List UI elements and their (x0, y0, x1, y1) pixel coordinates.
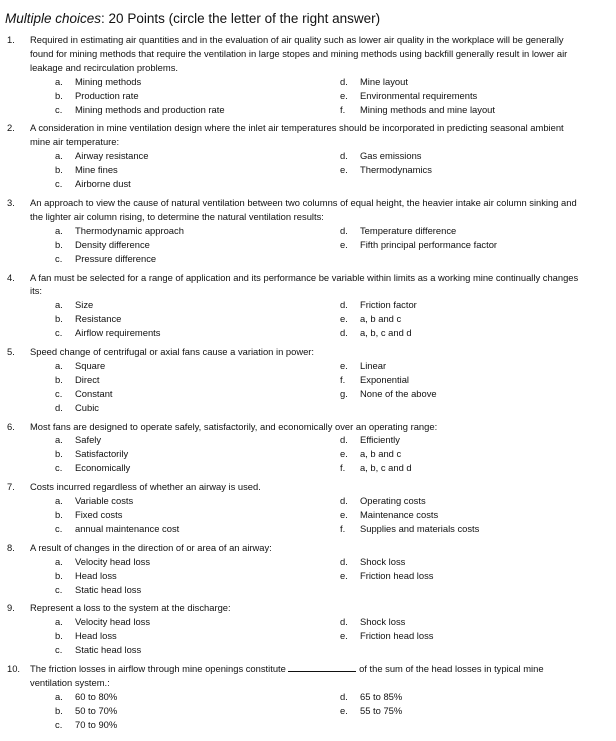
answer-option[interactable] (55, 103, 340, 117)
option-text: Efficiently (360, 434, 400, 446)
answer-options (55, 224, 606, 266)
answer-option[interactable] (340, 447, 590, 461)
answer-option[interactable] (55, 643, 340, 657)
answer-option (340, 718, 590, 732)
answer-option (340, 177, 590, 191)
option-letter: b. (55, 238, 63, 250)
option-text: Square (75, 359, 106, 371)
option-text: a, b and c (360, 448, 402, 460)
option-text: Size (75, 299, 94, 311)
option-text: Head loss (75, 569, 117, 581)
option-letter: a. (55, 690, 63, 702)
option-letter: e. (340, 238, 348, 250)
option-text: 60 to 80% (75, 690, 118, 702)
option-text: Economically (75, 462, 131, 474)
option-letter: d. (340, 327, 348, 339)
answer-options (55, 555, 606, 597)
option-text: 70 to 90% (75, 718, 118, 730)
answer-option[interactable] (55, 401, 340, 415)
answer-option[interactable] (340, 615, 590, 629)
option-letter: c. (55, 327, 63, 339)
option-text: Cubic (75, 401, 99, 413)
question-text: Required in estimating air quantities and in the evaluation of air quality such as lower air quality in the workplace will be generally found for mining methods that require the ventilation in large stopes and mining methods using backfill generally result in lower air leakage and recirculation problems. (30, 34, 568, 73)
title-rest: : 20 Points (circle the letter of the right answer) (101, 11, 381, 26)
question-number: 1. (7, 34, 15, 45)
option-text: Fifth principal performance factor (360, 238, 498, 250)
question-text: Most fans are designed to operate safely, satisfactorily, and economically over an operating range: (30, 420, 438, 432)
option-letter: f. (340, 373, 346, 385)
question-text: A fan must be selected for a range of application and its performance be variable within limits as a working mine continually changes its: (30, 271, 579, 297)
option-text: Mining methods and production rate (75, 103, 225, 115)
question-stem (5, 345, 606, 359)
answer-option[interactable] (55, 718, 340, 732)
option-text: Velocity head loss (75, 616, 151, 628)
question-stem (5, 601, 606, 615)
option-letter: e. (340, 630, 348, 642)
question-7 (5, 480, 606, 536)
option-text: Direct (75, 373, 100, 385)
option-text: a, b and c (360, 313, 402, 325)
answer-option[interactable] (55, 359, 340, 373)
question-number: 9. (7, 602, 15, 614)
answer-option[interactable] (340, 461, 590, 475)
question-stem (5, 33, 606, 75)
option-text: None of the above (360, 387, 437, 399)
question-number: 5. (7, 346, 15, 358)
option-text: Airway resistance (75, 150, 149, 162)
option-letter: b. (55, 630, 63, 642)
answer-option[interactable] (55, 252, 340, 266)
option-letter: a. (55, 616, 63, 628)
answer-option[interactable] (340, 359, 590, 373)
answer-option[interactable] (55, 508, 340, 522)
option-letter: c. (55, 522, 63, 534)
answer-options (55, 298, 606, 340)
option-letter: c. (55, 252, 63, 264)
answer-option[interactable] (340, 103, 590, 117)
option-text: Fixed costs (75, 509, 123, 520)
option-letter: e. (340, 448, 348, 460)
answer-option[interactable] (340, 149, 590, 163)
option-letter: b. (55, 448, 63, 460)
option-text: Environmental requirements (360, 89, 478, 101)
option-letter: a. (55, 359, 63, 371)
option-letter: b. (55, 704, 63, 716)
option-letter: d. (340, 616, 348, 628)
question-text: Represent a loss to the system at the discharge: (30, 602, 231, 614)
option-text: Thermodynamics (360, 164, 432, 176)
option-letter: e. (340, 509, 348, 520)
question-list (5, 33, 606, 732)
option-letter: a. (55, 150, 63, 162)
answer-option[interactable] (340, 704, 590, 718)
question-text-after: of the sum of the head losses in typical mine ventilation system.: (30, 663, 544, 688)
option-letter: b. (55, 164, 63, 176)
option-letter: e. (340, 313, 348, 325)
option-text: Mining methods and mine layout (360, 103, 495, 115)
option-text: 65 to 85% (360, 690, 403, 702)
answer-option[interactable] (55, 373, 340, 387)
option-letter: c. (55, 462, 63, 474)
answer-option[interactable] (55, 615, 340, 629)
answer-option[interactable] (340, 522, 590, 536)
option-letter: f. (340, 462, 346, 474)
answer-options (55, 494, 606, 536)
question-number: 2. (7, 122, 15, 134)
question-stem (5, 541, 606, 555)
question-stem (5, 480, 606, 494)
option-text: Density difference (75, 238, 150, 250)
answer-option[interactable] (55, 326, 340, 340)
question-8 (5, 541, 606, 597)
option-text: Gas emissions (360, 150, 422, 162)
option-letter: b. (55, 509, 63, 520)
question-number: 7. (7, 481, 15, 493)
option-letter: e. (340, 569, 348, 581)
option-text: Mine fines (75, 164, 118, 176)
option-text: Shock loss (360, 555, 406, 567)
option-letter: c. (55, 103, 63, 115)
question-stem (5, 662, 606, 690)
answer-option[interactable] (340, 494, 590, 508)
option-text: Supplies and materials costs (360, 522, 480, 534)
question-text: A result of changes in the direction of or area of an airway: (30, 541, 272, 553)
answer-option (340, 643, 590, 657)
question-text-before: The friction losses in airflow through mine openings constitute (30, 663, 286, 675)
option-letter: e. (340, 164, 348, 176)
option-letter: c. (55, 387, 63, 399)
option-text: Mining methods (75, 75, 142, 87)
answer-option[interactable] (340, 433, 590, 447)
option-letter: d. (340, 150, 348, 162)
answer-option[interactable] (340, 387, 590, 401)
answer-option[interactable] (55, 569, 340, 583)
answer-option[interactable] (55, 177, 340, 191)
option-letter (340, 718, 360, 732)
question-number: 4. (7, 271, 15, 283)
option-letter: b. (55, 373, 63, 385)
question-text: An approach to view the cause of natural ventilation between two columns of equal height, the heavier intake air column sinking and the lighter air column rising, to determine the natural ventilation results: (30, 196, 577, 222)
answer-option[interactable] (340, 312, 590, 326)
option-letter: e. (340, 359, 348, 371)
answer-option[interactable] (55, 163, 340, 177)
option-letter: a. (55, 75, 63, 87)
question-stem (5, 271, 606, 299)
answer-option[interactable] (340, 569, 590, 583)
option-text: Friction head loss (360, 569, 434, 581)
option-letter: b. (55, 89, 63, 101)
option-text: a, b, c and d (360, 462, 412, 474)
question-10 (5, 662, 606, 732)
option-letter: b. (55, 313, 63, 325)
answer-option[interactable] (55, 149, 340, 163)
answer-option (340, 252, 590, 266)
option-letter (340, 252, 360, 266)
option-letter: b. (55, 569, 63, 581)
option-letter: a. (55, 495, 63, 507)
question-number: 6. (7, 420, 15, 432)
answer-option[interactable] (55, 75, 340, 89)
option-text: 50 to 70% (75, 704, 118, 716)
question-text: Speed change of centrifugal or axial fans cause a variation in power: (30, 346, 315, 358)
question-stem (5, 420, 606, 434)
option-text: a, b, c and d (360, 327, 412, 339)
option-text: Friction factor (360, 299, 417, 311)
option-text: annual maintenance cost (75, 522, 180, 534)
answer-option[interactable] (55, 522, 340, 536)
option-text: Static head loss (75, 644, 142, 656)
option-text: Pressure difference (75, 252, 157, 264)
question-2 (5, 121, 606, 191)
option-text: Linear (360, 359, 387, 371)
answer-option[interactable] (340, 326, 590, 340)
question-4 (5, 271, 606, 341)
option-text: Satisfactorily (75, 448, 129, 460)
question-number: 8. (7, 541, 15, 553)
option-letter: c. (55, 718, 63, 730)
option-text: Static head loss (75, 583, 142, 595)
answer-option[interactable] (340, 224, 590, 238)
answer-option[interactable] (340, 298, 590, 312)
option-text: Thermodynamic approach (75, 224, 184, 236)
option-letter: a. (55, 434, 63, 446)
question-stem (5, 121, 606, 149)
answer-option[interactable] (55, 690, 340, 704)
answer-option[interactable] (340, 555, 590, 569)
option-text: 55 to 75% (360, 704, 403, 716)
question-9 (5, 601, 606, 657)
answer-option[interactable] (55, 387, 340, 401)
question-6 (5, 420, 606, 476)
option-text: Safely (75, 434, 102, 446)
option-letter: d. (340, 299, 348, 311)
option-letter: d. (55, 401, 63, 413)
fill-in-blank (288, 662, 356, 672)
option-letter: e. (340, 704, 348, 716)
option-text: Operating costs (360, 495, 426, 507)
page-title (5, 10, 606, 27)
option-letter: a. (55, 299, 63, 311)
answer-option[interactable] (55, 298, 340, 312)
answer-option[interactable] (55, 629, 340, 643)
option-letter: d. (340, 75, 348, 87)
option-text: Velocity head loss (75, 555, 151, 567)
answer-option[interactable] (55, 447, 340, 461)
answer-options (55, 75, 606, 117)
answer-option[interactable] (55, 461, 340, 475)
option-text: Airborne dust (75, 178, 131, 190)
option-text: Head loss (75, 630, 117, 642)
option-text: Mine layout (360, 75, 408, 87)
option-letter: e. (340, 89, 348, 101)
option-letter: a. (55, 224, 63, 236)
answer-option[interactable] (55, 224, 340, 238)
answer-option[interactable] (55, 312, 340, 326)
question-stem (5, 196, 606, 224)
option-text: Maintenance costs (360, 509, 439, 520)
option-letter: d. (340, 224, 348, 236)
answer-option[interactable] (340, 75, 590, 89)
answer-option[interactable] (340, 238, 590, 252)
answer-option[interactable] (55, 433, 340, 447)
question-text: A consideration in mine ventilation design where the inlet air temperatures should be incorporated in predicting seasonal ambient mine air temperature: (30, 122, 564, 148)
question-3 (5, 196, 606, 266)
answer-options (55, 615, 606, 657)
option-text: Resistance (75, 313, 122, 325)
answer-option[interactable] (55, 555, 340, 569)
answer-option[interactable] (340, 89, 590, 103)
answer-option (340, 401, 590, 415)
answer-option[interactable] (340, 629, 590, 643)
option-letter: a. (55, 555, 63, 567)
option-letter (340, 643, 360, 657)
answer-option[interactable] (340, 690, 590, 704)
option-letter: c. (55, 178, 63, 190)
answer-option[interactable] (55, 494, 340, 508)
question-number: 10. (7, 663, 21, 675)
option-letter: d. (340, 434, 348, 446)
answer-option (340, 583, 590, 597)
answer-option[interactable] (55, 583, 340, 597)
answer-option[interactable] (55, 238, 340, 252)
option-letter: f. (340, 103, 346, 115)
answer-option[interactable] (55, 704, 340, 718)
title-italic: Multiple choices (5, 11, 102, 26)
answer-options (55, 359, 606, 415)
question-number: 3. (7, 196, 15, 208)
option-letter: d. (340, 495, 348, 507)
answer-option[interactable] (340, 508, 590, 522)
option-text: Shock loss (360, 616, 406, 628)
option-letter: f. (340, 522, 346, 534)
option-letter: d. (340, 555, 348, 567)
answer-option[interactable] (55, 89, 340, 103)
question-text (30, 662, 606, 690)
answer-option[interactable] (340, 163, 590, 177)
option-text: Variable costs (75, 495, 134, 507)
option-letter: d. (340, 690, 348, 702)
option-text: Exponential (360, 373, 409, 385)
option-text: Production rate (75, 89, 139, 101)
option-text: Airflow requirements (75, 327, 161, 339)
option-text: Friction head loss (360, 630, 434, 642)
answer-options (55, 149, 606, 191)
answer-options (55, 433, 606, 475)
option-text: Temperature difference (360, 224, 457, 236)
option-letter (340, 401, 360, 415)
question-1 (5, 33, 606, 116)
option-letter: g. (340, 387, 348, 399)
question-5 (5, 345, 606, 415)
option-letter: c. (55, 644, 63, 656)
option-letter (340, 177, 360, 191)
answer-options (55, 690, 606, 732)
answer-option[interactable] (340, 373, 590, 387)
option-text: Constant (75, 387, 113, 399)
option-letter: c. (55, 583, 63, 595)
question-text: Costs incurred regardless of whether an airway is used. (30, 481, 261, 493)
option-letter (340, 583, 360, 597)
